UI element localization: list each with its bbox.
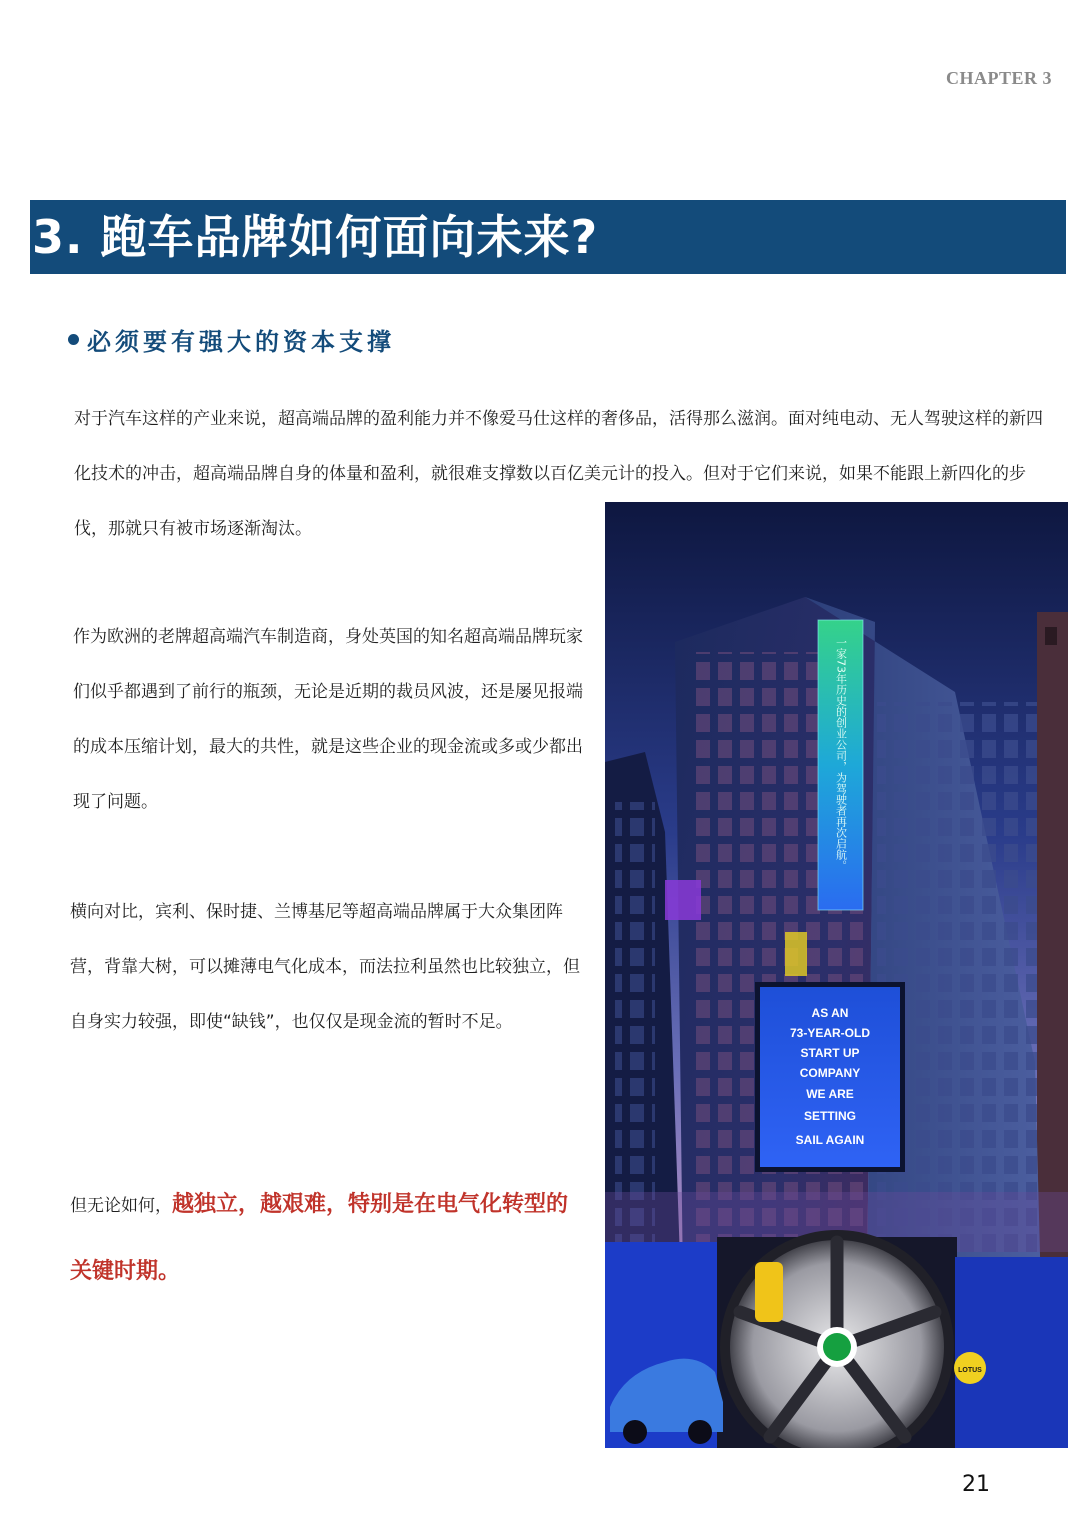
- paragraph-british-brands: 作为欧洲的老牌超高端汽车制造商，身处英国的知名超高端品牌玩家们似乎都遇到了前行的瓶颈，无论是近期的裁员风波，还是屡见报端的成本压缩计划，最大的共性，就是这些企业的现金流或多或少都出现了问题。: [73, 627, 583, 812]
- photo-illustration: [605, 502, 1068, 1448]
- paragraph-conclusion: [70, 1172, 570, 1306]
- conclusion-emphasis: 越独立，越艰难，特别是在电气化转型的关键时期。: [70, 1192, 569, 1284]
- lotus-badge-icon: [823, 1333, 851, 1361]
- billboard-line-1: AS AN: [811, 1006, 849, 1020]
- times-square-photo: [605, 502, 1068, 1448]
- conclusion-lead: 但无论如何，: [70, 1196, 172, 1216]
- paragraph-comparison: 横向对比，宾利、保时捷、兰博基尼等超高端品牌属于大众集团阵营，背靠大树，可以摊薄电气化成本，而法拉利虽然也比较独立，但自身实力较强，即使“缺钱”，也仅仅是现金流的暂时不足。: [70, 902, 580, 1032]
- subheading: [68, 322, 395, 357]
- bullet-icon: [68, 334, 79, 345]
- title-bar: [30, 200, 1066, 274]
- billboard-line-2: 73-YEAR-OLD: [789, 1026, 871, 1040]
- page-title: 3. 跑车品牌如何面向未来?: [32, 210, 599, 264]
- billboard-line-7: SAIL AGAIN: [795, 1133, 865, 1147]
- billboard-line-5: WE ARE: [806, 1087, 854, 1101]
- paragraph-intro: 对于汽车这样的产业来说，超高端品牌的盈利能力并不像爱马仕这样的奢侈品，活得那么滋润。面对纯电动、无人驾驶这样的新四化技术的冲击，超高端品牌自身的体量和盈利，就很难支撑数以百亿美元计的投入。但对于它们来说，如果不能跟上新四化的步伐，那就只有被市场逐渐淘汰。: [74, 409, 1043, 539]
- billboard-line-4: COMPANY: [799, 1066, 861, 1080]
- vertical-screen-text: 一家73年历史的创业公司，为驾驶者再次启航。: [834, 637, 848, 871]
- lotus-logo-text: LOTUS: [958, 1367, 982, 1374]
- billboard-line-3: START UP: [800, 1046, 860, 1060]
- billboard-line-6: SETTING: [803, 1109, 857, 1123]
- page-number: 21: [962, 1472, 990, 1497]
- chapter-label: CHAPTER 3: [945, 68, 1052, 88]
- subheading-text: 必须要有强大的资本支撑: [87, 328, 395, 356]
